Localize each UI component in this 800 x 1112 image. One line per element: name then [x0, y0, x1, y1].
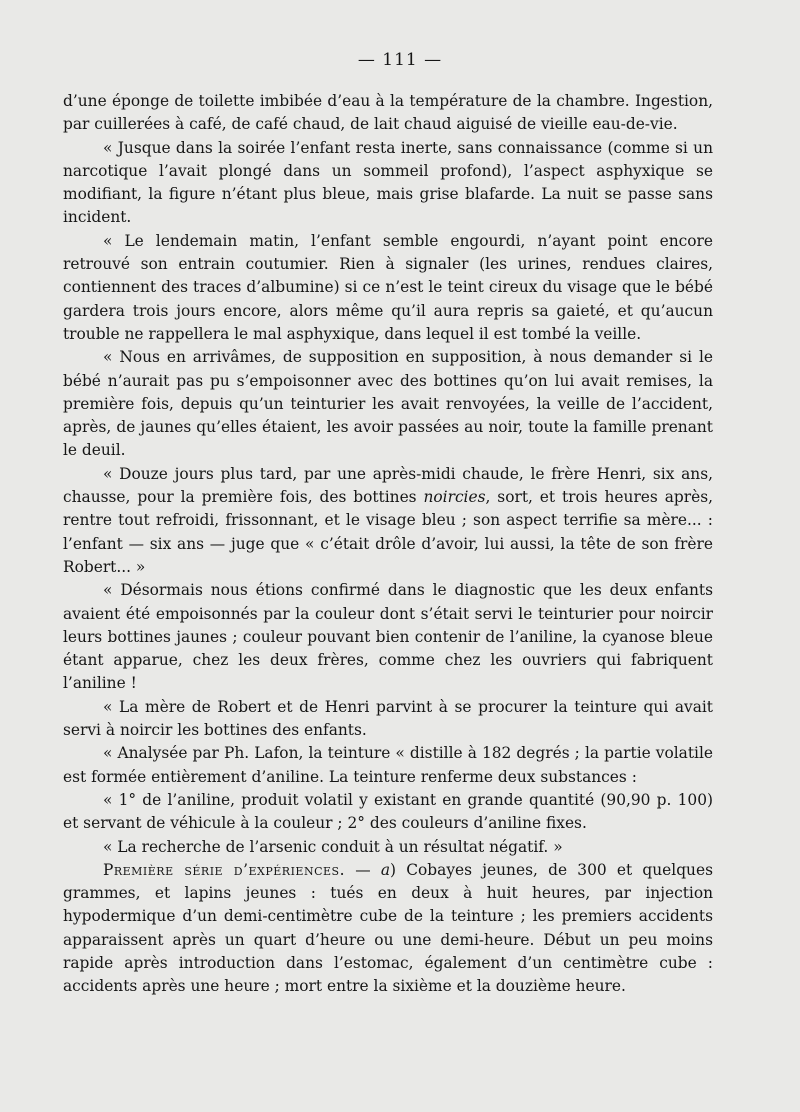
paragraph-11-dash: —: [344, 860, 381, 879]
paragraph-8: « Analysée par Ph. Lafon, la teinture « distille à 182 degrés ; la partie volatile est formée entièrement d’aniline. La teinture renferme deux substances :: [63, 744, 713, 786]
paragraph-7: « La mère de Robert et de Henri parvint à se procurer la teinture qui avait servi à noircir les bottines des enfants.: [63, 697, 713, 740]
paragraph-3: « Le lendemain matin, l’enfant semble engourdi, n’ayant point encore retrouvé son entrain coutumier. Rien à signaler (les urines, rendues claires, contiennent des traces d’albumine) si ce n’est le teint cireux du visage que le bébé gardera trois jours encore, alors même qu’il aura repris sa gaieté, et qu’aucun trouble ne rappellera le mal asphyxique, dans lequel il est tombé la veille.: [63, 231, 713, 343]
paragraph-10: « La recherche de l’arsenic conduit à un résultat négatif. »: [103, 837, 563, 856]
paragraph-11-italic: a: [380, 860, 391, 879]
paragraph-5: [63, 463, 713, 579]
paragraph-5-text-b: , sort, et trois heures après, rentre tout refroidi, frissonnant, et le visage bleu ; son aspect terrifie sa mère... : l’enfant — six ans — juge que « c’était drôle d’avoir, lui aussi, la tête de son frère Robert... »: [63, 488, 713, 576]
section-heading: Première série d’expériences.: [103, 860, 345, 879]
body-text: [63, 90, 713, 999]
paragraph-11-text: ) Cobayes jeunes, de 300 et quelques grammes, et lapins jeunes : tués en deux à huit heures, par injection hypodermique d’un demi-centimètre cube de la teinture ; les premiers accidents apparaissent après un quart d’heure ou une demi-heure. Début un peu moins rapide après introduction dans l’estomac, également d’un centimètre cube : accidents après une heure ; mort entre la sixième et la douzième heure.: [63, 860, 713, 996]
paragraph-6: « Désormais nous étions confirmé dans le diagnostic que les deux enfants avaient été empoisonnés par la couleur dont s’était servi le teinturier pour noircir leurs bottines jaunes ; couleur pouvant bien contenir de l’aniline, la cyanose bleue étant apparue, chez les deux frères, comme chez les ouvriers qui fabriquent l’aniline !: [63, 581, 713, 693]
paragraph-1: d’une éponge de toilette imbibée d’eau à la température de la chambre. Ingestion, par cuillerées à café, de café chaud, de lait chaud aiguisé de vieille eau-de-vie.: [63, 92, 713, 134]
paragraph-5-italic: noircies: [423, 488, 486, 507]
paragraph-11: [63, 859, 713, 999]
paragraph-2: « Jusque dans la soirée l’enfant resta inerte, sans connaissance (comme si un narcotique l’avait plongé dans un sommeil profond), l’aspect asphyxique se modifiant, la figure n’étant plus bleue, mais grise blafarde. La nuit se passe sans incident.: [63, 138, 713, 227]
paragraph-9: « 1° de l’aniline, produit volatil y existant en grande quantité (90,90 p. 100) et servant de véhicule à la couleur ; 2° des couleurs d’aniline fixes.: [63, 790, 713, 833]
paragraph-5-text-a: « Douze jours plus tard, par une après-midi chaude, le frère Henri, six ans, chausse, pour la première fois, des bottines: [63, 464, 713, 507]
paragraph-4: « Nous en arrivâmes, de supposition en supposition, à nous demander si le bébé n’aurait pas pu s’empoisonner avec des bottines qu’on lui avait remises, la première fois, depuis qu’un teinturier les avait renvoyées, la veille de l’accident, après, de jaunes qu’elles étaient, les avoir passées au noir, toute la famille prenant le deuil.: [63, 348, 713, 460]
page-number: — 111 —: [357, 50, 443, 70]
